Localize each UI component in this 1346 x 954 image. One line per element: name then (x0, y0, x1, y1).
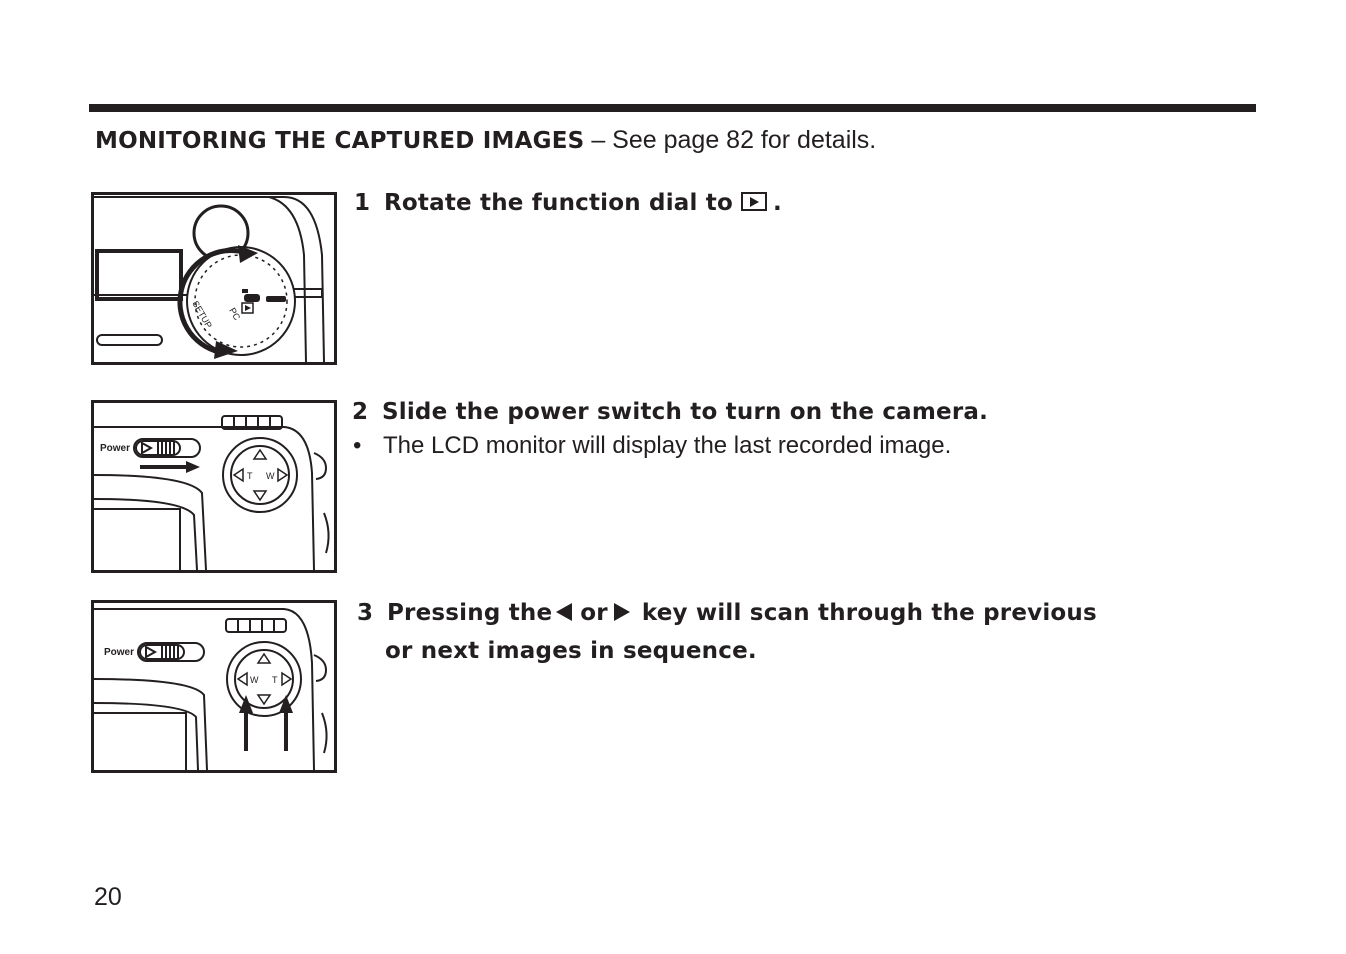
step-2-note (353, 432, 951, 460)
dial-label-pc: PC (227, 306, 243, 322)
step-3-number: 3 (357, 600, 374, 626)
figure-function-dial (91, 192, 337, 365)
figure-power-switch (91, 400, 337, 573)
fig3-key-left-label: W (250, 675, 259, 685)
step-1-text: Rotate the function dial to (384, 190, 734, 216)
playback-mode-icon (741, 192, 767, 211)
step-1-number: 1 (354, 190, 371, 216)
left-arrow-key-icon (556, 603, 572, 621)
step-1 (354, 190, 782, 216)
step-3-text-or: or (580, 600, 608, 626)
function-dial-illustration (94, 195, 334, 362)
section-heading (95, 126, 876, 155)
step-2-text: Slide the power switch to turn on the camera. (382, 399, 989, 425)
fig2-key-right-label: W (266, 471, 275, 481)
step-3-text-part2: key will scan through the previous (641, 600, 1097, 626)
step-2-number: 2 (352, 399, 369, 425)
section-subtitle: – See page 82 for details. (591, 126, 877, 154)
arrow-keys-illustration (94, 603, 334, 770)
right-arrow-key-icon (614, 603, 630, 621)
top-rule (89, 104, 1256, 112)
power-switch-illustration (94, 403, 334, 570)
power-label: Power (100, 443, 131, 454)
fig3-key-right-label: T (272, 675, 278, 685)
figure-arrow-keys (91, 600, 337, 773)
step-3 (357, 600, 1097, 626)
power-label-fig3: Power (104, 647, 135, 658)
step-1-period: . (773, 190, 782, 216)
page-number: 20 (94, 883, 122, 911)
dial-label-setup: SETUP (190, 299, 214, 330)
step-2-note-text: The LCD monitor will display the last recorded image. (383, 432, 952, 459)
step-2 (352, 399, 988, 425)
section-title: MONITORING THE CAPTURED IMAGES (95, 128, 585, 154)
step-3-text-part1: Pressing the (387, 600, 553, 626)
bullet-symbol: • (353, 432, 362, 459)
step-3-text-line2: or next images in sequence. (385, 638, 757, 664)
step-3-line2 (385, 638, 757, 664)
fig2-key-left-label: T (247, 471, 253, 481)
